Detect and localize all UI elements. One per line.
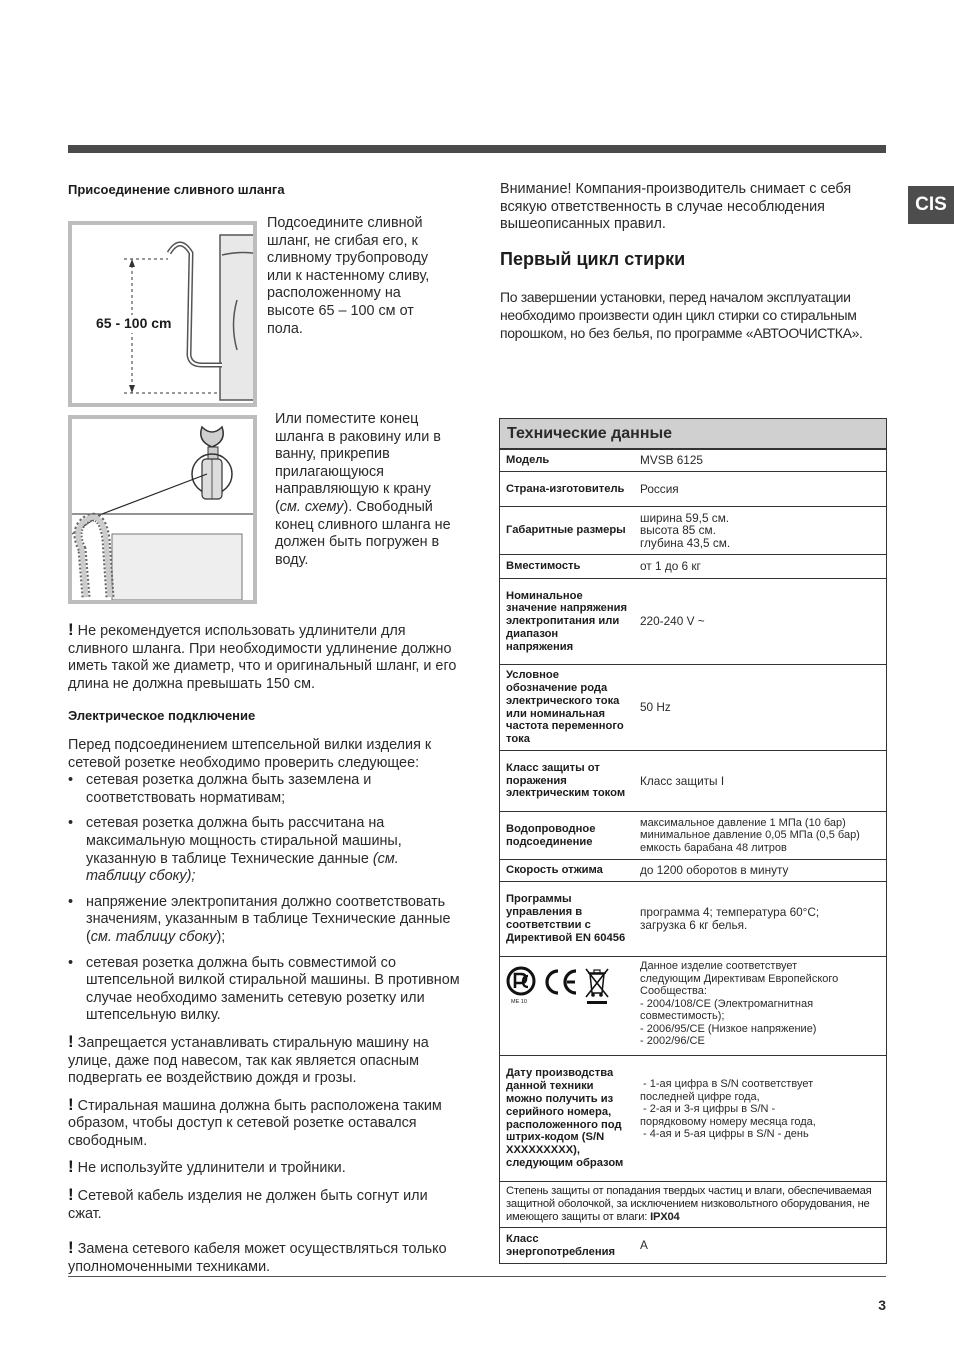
row-model: Модель MVSB 6125: [500, 449, 886, 471]
tech-table-title: Технические данные: [500, 419, 886, 449]
basin-text-em: см. схему: [279, 498, 344, 515]
row-water: Водопроводное подсоединение максимальное давление 1 МПа (10 бар) минимальное давление 0,05 МПа (0,5 бар) емкость барабана 48 литров: [500, 811, 886, 859]
warning-outdoor: ! Запрещается устанавливать стиральную машину на улице, даже под навесом, так как является опасным подвергать ее воздействию дождя и грозы.: [68, 1031, 429, 1087]
warning-cable-replace: ! Замена сетевого кабеля может осуществляться только уполномоченными техниками.: [68, 1238, 447, 1275]
warning-cable-bend: ! Сетевой кабель изделия не должен быть согнут или сжат.: [68, 1185, 428, 1222]
ip-text: Степень защиты от попадания твердых частиц и влаги, обеспечиваемая защитной оболочкой, за исключением низковольтного оборудования, не имеющего защиты от влаги:: [506, 1185, 872, 1223]
ce-mark-icon: [541, 966, 579, 1002]
drain-hose-heading: Присоединение сливного шланга: [68, 182, 285, 197]
row-capacity: Вместимость от 1 до 6 кг: [500, 554, 886, 578]
basin-text-b: ). Свободный конец сливного шланга не должен быть погружен в воду.: [275, 498, 451, 568]
row-ip-rating: [500, 1181, 886, 1227]
row-country: Страна-изготовитель Россия: [500, 471, 886, 506]
bullet-power-rating: • сетевая розетка должна быть рассчитана на максимальную мощность стиральной машины, указанную в таблице Технические данные (см. таблицу сбоку);: [68, 815, 460, 885]
bullet-plug-compat: • сетевая розетка должна быть совместимой со штепсельной вилкой стиральной машины. В противном случае необходимо заменить сетевую розетку или штепсельную вилку.: [68, 955, 460, 1025]
drain-basin-figure: [68, 415, 257, 604]
bullet-voltage: • напряжение электропитания должно соответствовать значениям, указанным в таблице Технические данные (см. таблицу сбоку);: [68, 894, 460, 947]
warning-mark: !: [68, 620, 74, 639]
liability-notice: Внимание! Компания-производитель снимает с себя всякую ответственность в случае несоблюдения вышеописанных правил.: [500, 181, 852, 233]
basin-text-a: Или поместите конец шланга в раковину или в ванну, прикрепив прилагающуюся направляющую к крану (: [275, 411, 441, 515]
drain-height-figure: [68, 221, 257, 407]
row-voltage: Номинальное значение напряжения электропитания или диапазон напряжения 220-240 V ~: [500, 578, 886, 664]
footer-rule: [68, 1276, 886, 1277]
first-cycle-text: По завершении установки, перед началом эксплуатации необходимо произвести один цикл стирки со стиральным порошком, но без белья, по программе «АВТООЧИСТКА».: [500, 289, 863, 341]
weee-bin-icon: [584, 966, 610, 1010]
region-tab: CIS: [908, 186, 954, 224]
row-protection-class: Класс защиты от поражения электрическим током Класс защиты I: [500, 750, 886, 811]
row-energy-class: Класс энергопотребления A: [500, 1227, 886, 1263]
cert-logos-cell: [500, 957, 634, 1055]
cert-text: Данное изделие соответствует следующим Директивам Европейского Сообщества: - 2004/108/CE (Электромагнитная совместимость); - 2006/95/CE (Низкое напряжение) - 2002/96/CE: [640, 960, 839, 1047]
electrical-section: [68, 737, 460, 1284]
first-cycle-heading: Первый цикл стирки: [500, 249, 686, 269]
electrical-heading: Электрическое подключение: [68, 708, 256, 723]
warning-no-extenders: ! Не используйте удлинители и тройники.: [68, 1157, 346, 1177]
row-frequency: Условное обозначение рода электрического тока или номинальная частота переменного тока 50 Hz: [500, 664, 886, 750]
header-rule: [68, 145, 886, 153]
drain-text-wall: Подсоедините сливной шланг, не сгибая его, к сливному трубопроводу или к настенному сливу, расположенному на высоте 65 – 100 см от пола.: [267, 215, 430, 337]
extension-warning-text: Не рекомендуется использовать удлинители для сливного шланга. При необходимости удлинение должно иметь такой же диаметр, что и оригинальный шланг, и его длина не должна превышать 150 см.: [68, 623, 457, 692]
page-number: 3: [878, 1297, 886, 1313]
drain-text-basin: [275, 411, 455, 569]
pct-mark-icon: [506, 966, 536, 1004]
height-label: 65 - 100 cm: [96, 315, 172, 331]
cert-badge-code: ME 10: [511, 999, 527, 1005]
extension-warning: [68, 621, 458, 693]
row-certification: [500, 956, 886, 1055]
bullet-grounding: • сетевая розетка должна быть заземлена и соответствовать нормативам;: [68, 772, 460, 807]
ip-code: IPX04: [650, 1211, 680, 1223]
row-dimensions: Габаритные размеры ширина 59,5 см. высота 85 см. глубина 43,5 см.: [500, 506, 886, 554]
tech-data-table: [499, 418, 887, 1264]
row-spin: Скорость отжима до 1200 оборотов в минуту: [500, 859, 886, 881]
row-programs: Программы управления в соответствии с Директивой EN 60456 программа 4; температура 60°C; загрузка 6 кг белья.: [500, 881, 886, 956]
electrical-intro: Перед подсоединением штепсельной вилки изделия к сетевой розетке необходимо проверить следующее:: [68, 737, 432, 771]
warning-access: ! Стиральная машина должна быть расположена таким образом, чтобы доступ к сетевой розетке оставался свободным.: [68, 1094, 442, 1149]
row-production-date: Дату производства данной техники можно получить из серийного номера, расположенного под штрих-кодом (S/N XXXXXXXXX), следующим образом - 1-ая цифра в S/N соответствует последней цифре года, - 2-ая и 3-я цифры в S/N - порядковому номеру месяца года, - 4-ая и 5-ая цифры в S/N - день: [500, 1055, 886, 1181]
